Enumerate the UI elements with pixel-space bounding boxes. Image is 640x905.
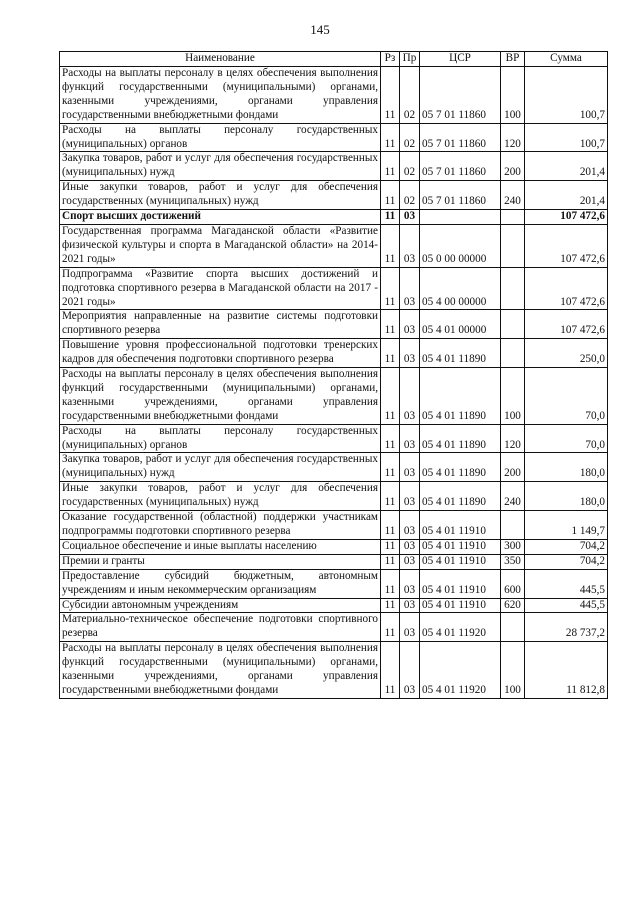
row-pr: 03 [400,339,420,368]
row-vr: 100 [501,642,525,699]
row-sum: 107 472,6 [525,267,608,310]
row-vr: 600 [501,569,525,598]
row-vr: 100 [501,368,525,425]
row-csr: 05 4 01 11910 [420,539,501,554]
table-row [60,598,608,613]
table-row [60,267,608,310]
row-name: Материально-техническое обеспечение подготовки спортивного резерва [60,613,381,642]
row-pr: 03 [400,224,420,267]
row-vr [501,511,525,540]
row-vr: 300 [501,539,525,554]
row-pr: 03 [400,453,420,482]
row-csr: 05 7 01 11860 [420,67,501,124]
table-body [60,67,608,699]
row-rz: 11 [381,123,400,152]
header-csr: ЦСР [420,52,501,67]
row-rz: 11 [381,181,400,210]
row-rz: 11 [381,267,400,310]
row-sum: 70,0 [525,368,608,425]
row-sum: 704,2 [525,539,608,554]
header-rz: Рз [381,52,400,67]
row-rz: 11 [381,310,400,339]
row-vr: 120 [501,424,525,453]
row-name: Расходы на выплаты персоналу в целях обеспечения выполнения функций государственными (муниципальными) органами, казенными учреждениями, органами управления государственными внебюджетными фондами [60,642,381,699]
row-sum: 250,0 [525,339,608,368]
row-sum: 11 812,8 [525,642,608,699]
row-name: Субсидии автономным учреждениям [60,598,381,613]
row-vr [501,613,525,642]
row-vr: 240 [501,181,525,210]
row-csr: 05 4 01 11920 [420,613,501,642]
header-sum: Сумма [525,52,608,67]
row-name: Предоставление субсидий бюджетным, автономным учреждениям и иным некоммерческим организациям [60,569,381,598]
table-row [60,642,608,699]
row-rz: 11 [381,152,400,181]
row-name: Расходы на выплаты персоналу государственных (муниципальных) органов [60,123,381,152]
header-name: Наименование [60,52,381,67]
row-vr: 620 [501,598,525,613]
row-pr: 03 [400,554,420,569]
row-rz: 11 [381,569,400,598]
row-vr: 350 [501,554,525,569]
row-sum: 201,4 [525,152,608,181]
page-number: 145 [310,22,330,37]
row-name: Закупка товаров, работ и услуг для обеспечения государственных (муниципальных) нужд [60,152,381,181]
row-vr: 100 [501,67,525,124]
row-pr: 03 [400,598,420,613]
row-csr: 05 4 01 11910 [420,598,501,613]
row-csr: 05 4 01 11890 [420,368,501,425]
table-header-row [60,52,608,67]
row-vr: 240 [501,482,525,511]
row-csr: 05 4 01 11890 [420,482,501,511]
row-name: Мероприятия направленные на развитие системы подготовки спортивного резерва [60,310,381,339]
row-pr: 03 [400,482,420,511]
row-sum: 201,4 [525,181,608,210]
row-csr: 05 4 01 11910 [420,511,501,540]
row-rz: 11 [381,424,400,453]
row-vr [501,224,525,267]
row-csr: 05 4 01 11890 [420,339,501,368]
row-rz: 11 [381,453,400,482]
row-name: Закупка товаров, работ и услуг для обеспечения государственных (муниципальных) нужд [60,453,381,482]
row-rz: 11 [381,511,400,540]
row-pr: 03 [400,267,420,310]
row-pr: 03 [400,539,420,554]
row-pr: 03 [400,310,420,339]
row-pr: 03 [400,642,420,699]
row-sum: 445,5 [525,598,608,613]
row-rz: 11 [381,539,400,554]
row-sum: 100,7 [525,67,608,124]
row-sum: 445,5 [525,569,608,598]
row-pr: 03 [400,424,420,453]
row-vr [501,210,525,225]
row-pr: 02 [400,123,420,152]
row-csr: 05 0 00 00000 [420,224,501,267]
row-sum: 107 472,6 [525,224,608,267]
table-row [60,152,608,181]
row-pr: 03 [400,210,420,225]
row-csr: 05 4 01 00000 [420,310,501,339]
row-sum: 107 472,6 [525,210,608,225]
row-rz: 11 [381,339,400,368]
row-rz: 11 [381,642,400,699]
row-sum: 1 149,7 [525,511,608,540]
row-rz: 11 [381,368,400,425]
table-row [60,539,608,554]
row-name: Иные закупки товаров, работ и услуг для обеспечения государственных (муниципальных) нужд [60,181,381,210]
row-pr: 02 [400,152,420,181]
row-name: Расходы на выплаты персоналу в целях обеспечения выполнения функций государственными (муниципальными) органами, казенными учреждениями, органами управления государственными внебюджетными фондами [60,67,381,124]
row-rz: 11 [381,210,400,225]
row-name: Государственная программа Магаданской области «Развитие физической культуры и спорта в Магаданской области» на 2014-2021 годы» [60,224,381,267]
row-sum: 180,0 [525,482,608,511]
table-row [60,511,608,540]
row-sum: 180,0 [525,453,608,482]
row-name: Повышение уровня профессиональной подготовки тренерских кадров для обеспечения подготовки спортивного резерва [60,339,381,368]
row-name: Подпрограмма «Развитие спорта высших достижений и подготовка спортивного резерва в Магаданской области на 2017 - 2021 годы» [60,267,381,310]
header-vr: ВР [501,52,525,67]
row-sum: 70,0 [525,424,608,453]
row-vr: 200 [501,152,525,181]
table-row [60,224,608,267]
row-pr: 03 [400,368,420,425]
row-csr: 05 4 01 11920 [420,642,501,699]
row-rz: 11 [381,482,400,511]
row-sum: 704,2 [525,554,608,569]
row-pr: 02 [400,67,420,124]
row-rz: 11 [381,67,400,124]
row-name: Расходы на выплаты персоналу государственных (муниципальных) органов [60,424,381,453]
row-rz: 11 [381,613,400,642]
table-row [60,453,608,482]
row-name: Социальное обеспечение и иные выплаты населению [60,539,381,554]
table-row [60,482,608,511]
header-pr: Пр [400,52,420,67]
table-row [60,424,608,453]
row-vr [501,310,525,339]
row-name: Оказание государственной (областной) поддержки участникам подпрограммы подготовки спортивного резерва [60,511,381,540]
budget-table [59,51,608,699]
table-row [60,181,608,210]
row-vr [501,267,525,310]
row-vr: 200 [501,453,525,482]
row-csr: 05 4 01 11890 [420,453,501,482]
row-name: Премии и гранты [60,554,381,569]
table-row [60,339,608,368]
row-sum: 100,7 [525,123,608,152]
row-csr: 05 4 01 11910 [420,569,501,598]
row-name: Спорт высших достижений [60,210,381,225]
row-rz: 11 [381,554,400,569]
row-sum: 28 737,2 [525,613,608,642]
row-vr: 120 [501,123,525,152]
table-row [60,210,608,225]
row-pr: 03 [400,511,420,540]
row-name: Расходы на выплаты персоналу в целях обеспечения выполнения функций государственными (муниципальными) органами, казенными учреждениями, органами управления государственными внебюджетными фондами [60,368,381,425]
row-pr: 03 [400,613,420,642]
row-pr: 03 [400,569,420,598]
row-rz: 11 [381,224,400,267]
row-rz: 11 [381,598,400,613]
row-sum: 107 472,6 [525,310,608,339]
row-csr: 05 7 01 11860 [420,123,501,152]
table-row [60,569,608,598]
table-row [60,368,608,425]
row-csr: 05 4 01 11890 [420,424,501,453]
table-row [60,310,608,339]
table-row [60,67,608,124]
table-row [60,123,608,152]
row-csr: 05 4 01 11910 [420,554,501,569]
row-csr: 05 4 00 00000 [420,267,501,310]
row-vr [501,339,525,368]
table-row [60,554,608,569]
table-row [60,613,608,642]
row-csr: 05 7 01 11860 [420,152,501,181]
row-csr [420,210,501,225]
row-csr: 05 7 01 11860 [420,181,501,210]
row-name: Иные закупки товаров, работ и услуг для обеспечения государственных (муниципальных) нужд [60,482,381,511]
row-pr: 02 [400,181,420,210]
